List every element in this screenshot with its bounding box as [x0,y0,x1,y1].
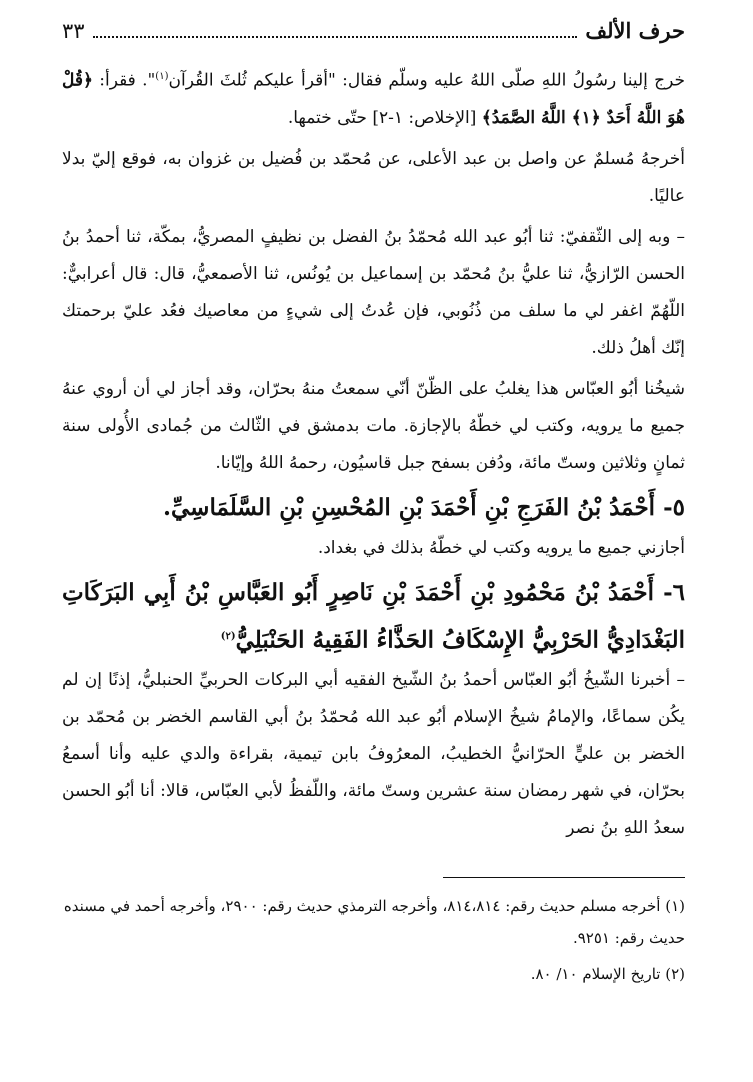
paragraph-sheikh-note: شيخُنا أبُو العبّاس هذا يغلبُ على الظّنّ أنّي سمعتُ منهُ بحرّان، وقد أجاز لي أن أروي عنهُ جميع ما يرويه، وكتب لي خطّهُ بالإجازة. مات بدمشق في الثّالث من جُمادى الأُولى سنة ثمانٍ وثلاثين وستّ مائة، ودُفن بسفح جبل قاسيُون، رحمهُ اللهُ وإيّانا. [62,378,685,473]
paragraph-hadith-text-c: [الإخلاص: ١-٢] حتّى ختمها. [287,107,482,128]
chapter-title: حرف الألف [585,18,685,43]
paragraph-entry-5: أجازني جميع ما يرويه وكتب لي خطّهُ بذلك في بغداد. [317,537,685,558]
footnote-2: (٢) تاريخ الإسلام ١٠/ ٨٠. [530,965,685,984]
paragraph-isnad-thaqafi: – وبه إلى الثّقفيّ: ثنا أبُو عبد الله مُحمّدُ بنُ الفضل بن نظيفٍ المصريُّ، بمكّة، ثنا أحمدُ بنُ الحسن الرّازيُّ، ثنا عليُّ بنُ مُحمّد بن إسماعيل بن يُونُس، ثنا الأصمعيُّ، قال: قال أعرابيٌّ: اللّهُمّ اغفر لي ما سلف من ذُنُوبي، فإن عُدتُ إلى شيءٍ من معاصيك فعُد عليّ برحمتك إنّك أهلُ ذلك. [62,226,685,358]
entry-heading-6-text: ٦- أَحْمَدُ بْنُ مَحْمُودِ بْنِ أَحْمَدَ بْنِ نَاصِرٍ أَبُو العَبَّاسِ بْنُ أَبِي البَرَكَاتِ البَغْدَادِيُّ الحَرْبِيُّ الإِسْكَافُ الحَذَّاءُ الفَقِيهُ الحَنْبَلِيُّ [62,578,685,654]
paragraph-hadith-text-a: خرج إلينا رسُولُ اللهِ صلّى اللهُ عليه وسلّم فقال: "أقرأ عليكم ثُلثَ القُرآن [168,70,685,91]
footnote-ref-2[interactable]: (٢) [220,630,236,642]
page-number: ٣٣ [62,19,85,43]
footnote-ref-1[interactable]: (١) [155,71,169,82]
footnote-divider [443,877,685,878]
entry-heading-6 [62,571,685,663]
paragraph-takhrij: أخرجهُ مُسلمٌ عن واصل بن عبد الأعلى، عن مُحمّد بن فُضيل بن غزوان به، فوقع إليّ بدلا عاليًا. [62,148,685,206]
footnote-1: (١) أخرجه مسلم حديث رقم: ٨١٤،٨١٤، وأخرجه الترمذي حديث رقم: ٢٩٠٠، وأخرجه أحمد في مسنده حديث رقم: ٩٢٥١. [63,897,685,948]
header-leader-dots [93,22,578,38]
paragraph-hadith [62,58,685,137]
page-body [62,58,685,847]
paragraph-entry-6: – أخبرنا الشّيخُ أبُو العبّاس أحمدُ بنُ الشّيخ الفقيه أبي البركات الحربيِّ الحنبليُّ، إذنًا إن لم يكُن سماعًا، والإمامُ شيخُ الإسلام أبُو عبد الله مُحمّدُ بنُ أبي القاسم الخضر بن مُحمّد بن الخضر بن عليٍّ الحرّانيُّ الخطيبُ، المعرُوفُ بابن تيمية، بقراءة والدي عليه وأنا أسمعُ بحرّان، في شهر رمضان سنة عشرين وستّ مائة، واللّفظُ لأبي العبّاس، قالا: أنا أبُو الحسن سعدُ اللهِ بنُ نصر [62,670,685,839]
paragraph-hadith-text-b: ". فقرأ: [92,70,156,91]
entry-heading-5: ٥- أَحْمَدُ بْنُ الفَرَجِ بْنِ أَحْمَدَ بْنِ المُحْسِنِ بْنِ السَّلَمَاسِيِّ. [163,493,685,521]
footnotes [62,890,685,990]
quran-verse: ﴿قُلْ هُوَ اللَّهُ أَحَدٌ ﴿١﴾ اللَّهُ الصَّمَدُ﴾ [62,70,685,128]
page-header [62,18,685,58]
